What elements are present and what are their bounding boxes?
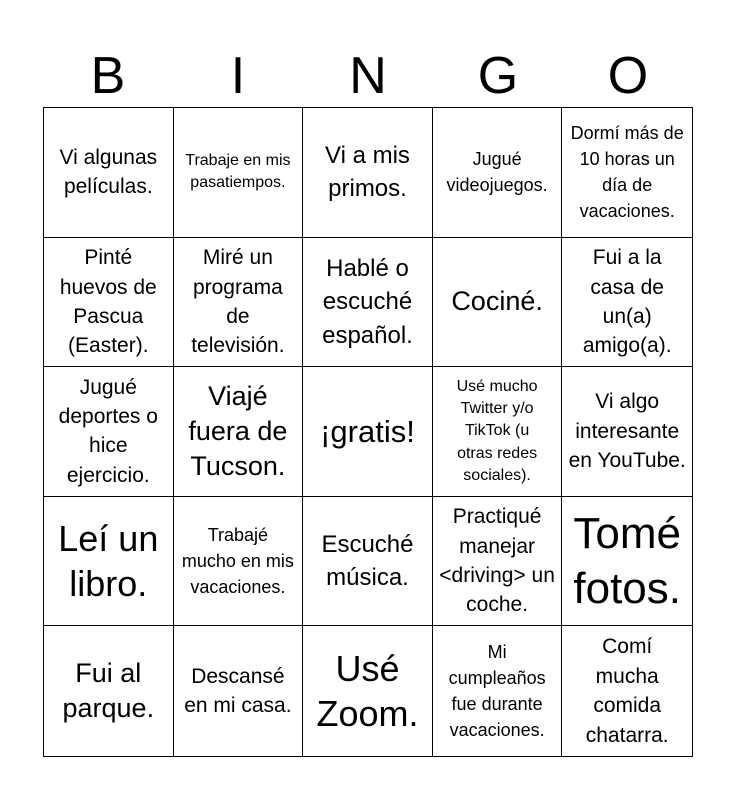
cell-text: Comí mucha comida chatarra. (585, 635, 669, 747)
header-letter-n: N (349, 47, 387, 105)
cell-text: Vi a mis primos. (325, 141, 410, 203)
header-letter-b: B (90, 47, 126, 105)
bingo-cell[interactable] (303, 108, 433, 238)
bingo-cell[interactable] (174, 238, 304, 368)
cell-text: Dormí más de 10 horas un día de vacaciones. (570, 123, 684, 222)
bingo-cell[interactable] (44, 626, 174, 756)
cell-text: Mi cumpleaños fue durante vacaciones. (448, 642, 546, 741)
header-letter-g: G (477, 47, 519, 105)
bingo-cell[interactable] (44, 497, 174, 627)
cell-text: Escuché música. (321, 530, 414, 592)
cell-text: Pinté huevos de Pascua (Easter). (59, 246, 157, 358)
bingo-cell[interactable] (303, 497, 433, 627)
bingo-cell[interactable] (562, 626, 692, 756)
bingo-board (43, 107, 693, 757)
cell-text: Usé Zoom. (316, 648, 419, 735)
bingo-cell[interactable] (174, 626, 304, 756)
cell-text: Fui al parque. (62, 658, 155, 724)
cell-text: Miré un programa de televisión. (191, 246, 285, 358)
bingo-cell[interactable] (433, 108, 563, 238)
cell-text: Practiqué manejar <driving> un coche. (439, 505, 555, 617)
cell-text: Tomé fotos. (573, 509, 681, 614)
header-letter-i: I (230, 47, 246, 105)
cell-text: Vi algo interesante en YouTube. (568, 390, 686, 473)
bingo-cell[interactable] (44, 108, 174, 238)
bingo-cell[interactable] (562, 497, 692, 627)
bingo-cell[interactable] (433, 367, 563, 497)
bingo-cell[interactable] (433, 497, 563, 627)
bingo-cell[interactable] (44, 367, 174, 497)
cell-text: Leí un libro. (58, 518, 159, 605)
bingo-cell[interactable] (303, 238, 433, 368)
bingo-cell[interactable] (303, 367, 433, 497)
bingo-cell[interactable] (562, 108, 692, 238)
cell-text: Usé mucho Twitter y/o TikTok (u otras redes sociales). (456, 377, 538, 485)
bingo-cell[interactable] (562, 367, 692, 497)
cell-text: Jugué deportes o hice ejercicio. (58, 375, 158, 487)
cell-text: Viajé fuera de Tucson. (188, 380, 288, 482)
cell-text: Cociné. (451, 286, 543, 317)
cell-text: Jugué videojuegos. (446, 149, 548, 196)
cell-text: Trabaje en mis pasatiempos. (185, 151, 291, 192)
bingo-cell[interactable] (174, 367, 304, 497)
bingo-cell[interactable] (44, 238, 174, 368)
bingo-header (43, 46, 693, 106)
cell-text: Vi algunas películas. (59, 145, 158, 199)
bingo-cell[interactable] (433, 626, 563, 756)
cell-text: ¡gratis! (320, 413, 415, 449)
bingo-cell[interactable] (562, 238, 692, 368)
header-letter-o: O (607, 47, 649, 105)
cell-text: Trabajé mucho en mis vacaciones. (181, 524, 294, 598)
cell-text: Fui a la casa de un(a) amigo(a). (582, 246, 672, 358)
bingo-cell[interactable] (303, 626, 433, 756)
bingo-cell free-space[interactable] (433, 238, 563, 368)
bingo-cell[interactable] (174, 108, 304, 238)
cell-text: Hablé o escuché español. (322, 254, 413, 349)
bingo-cell[interactable] (174, 497, 304, 627)
cell-text: Descansé en mi casa. (184, 664, 292, 718)
